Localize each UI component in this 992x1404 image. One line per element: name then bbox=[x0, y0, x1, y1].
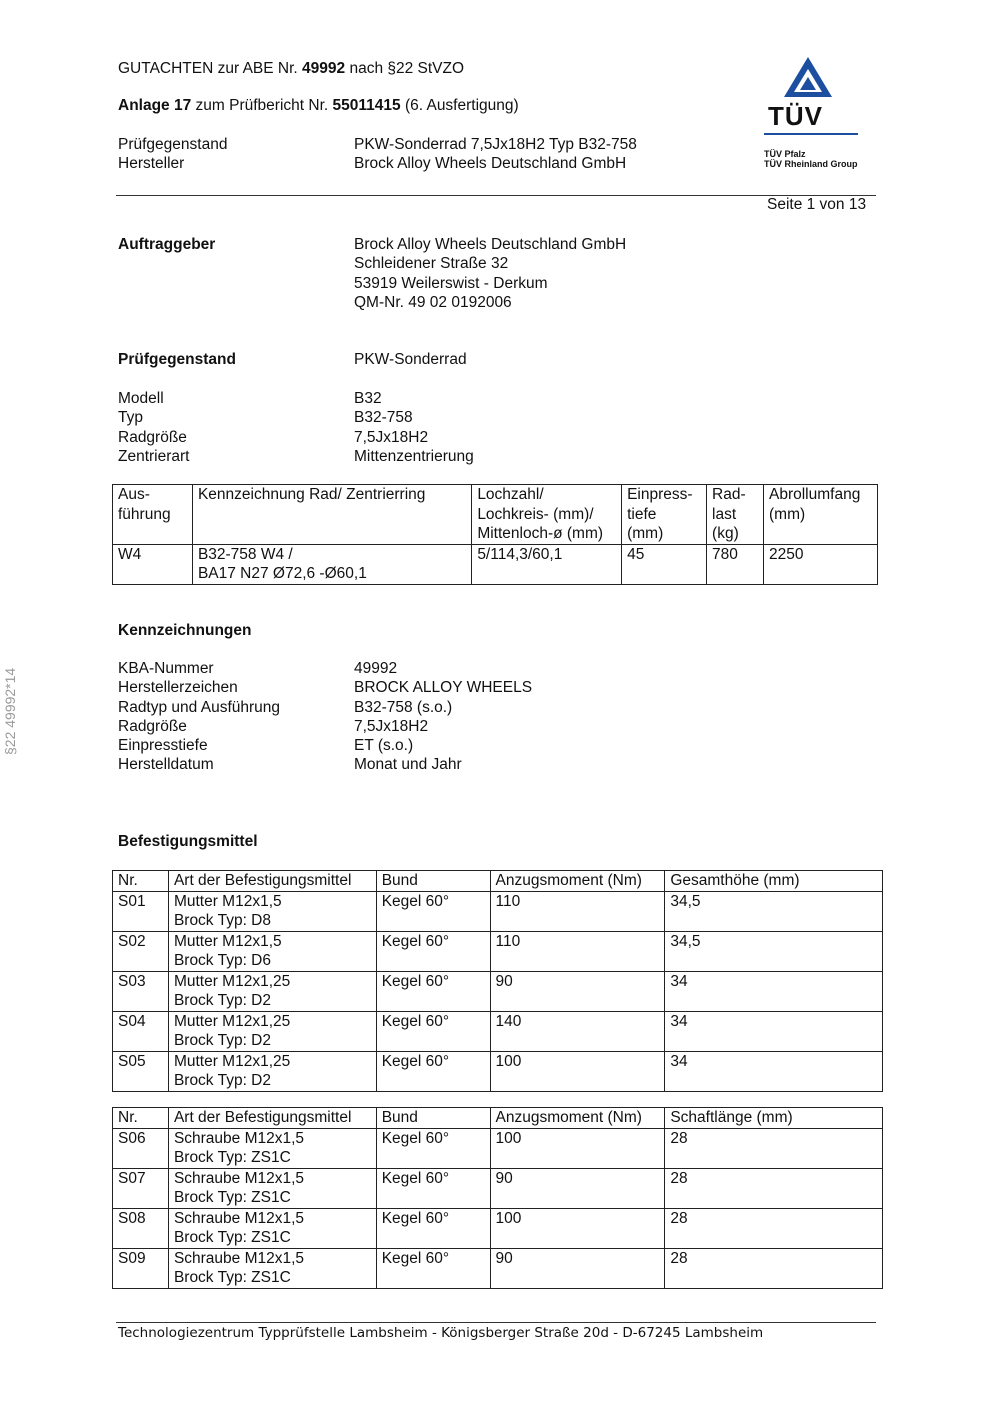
table-cell bbox=[376, 971, 490, 1011]
auftraggeber-address bbox=[354, 235, 626, 312]
kennz-values bbox=[354, 659, 532, 775]
cell-line: S07 bbox=[118, 1169, 146, 1187]
cell-line: Brock Typ: ZS1C bbox=[173, 1149, 291, 1166]
cell-line: Abrollumfang bbox=[769, 486, 861, 503]
table-cell bbox=[490, 1128, 665, 1168]
cell-line: S08 bbox=[118, 1209, 146, 1227]
field-label: Radgröße bbox=[118, 717, 187, 735]
cell-line: Mutter M12x1,25 bbox=[173, 1052, 291, 1070]
cell-line: (kg) bbox=[712, 525, 739, 542]
cell-line: 2250 bbox=[769, 545, 804, 563]
header-cell bbox=[113, 485, 193, 545]
table-cell bbox=[168, 1208, 376, 1248]
header-hersteller-value: Brock Alloy Wheels Deutschland GmbH bbox=[354, 155, 627, 172]
field-label: Herstelldatum bbox=[118, 756, 214, 774]
field-label: Herstellerzeichen bbox=[118, 679, 238, 697]
cell-line: 34 bbox=[670, 1012, 688, 1030]
cell-line: Lochzahl/ bbox=[477, 486, 544, 503]
cell-line: Brock Typ: D2 bbox=[173, 992, 271, 1009]
field-value: 7,5Jx18H2 bbox=[354, 717, 429, 735]
report-number: 55011415 bbox=[332, 97, 401, 114]
table-cell bbox=[113, 931, 169, 971]
field-value: B32 bbox=[354, 390, 382, 407]
auftraggeber-label: Auftraggeber bbox=[118, 236, 216, 253]
table-cell bbox=[168, 1128, 376, 1168]
title-text: GUTACHTEN zur ABE Nr. bbox=[118, 60, 298, 77]
cell-line: 45 bbox=[627, 545, 645, 563]
cell-line: tiefe bbox=[627, 505, 657, 523]
cell-line: Kegel 60° bbox=[381, 1129, 450, 1147]
cell-line: S02 bbox=[118, 932, 146, 950]
cell-line: 90 bbox=[495, 972, 513, 990]
field-label: Radgröße bbox=[118, 428, 187, 446]
table-cell bbox=[665, 971, 883, 1011]
cell-line: 100 bbox=[495, 1209, 522, 1227]
cell-line: Brock Typ: ZS1C bbox=[173, 1229, 291, 1246]
cell-line: Kegel 60° bbox=[381, 1052, 450, 1070]
field-label: Zentrierart bbox=[118, 447, 190, 465]
cell-line: Brock Typ: D2 bbox=[173, 1072, 271, 1089]
cell-line: W4 bbox=[118, 545, 142, 563]
table-cell bbox=[490, 971, 665, 1011]
cell-line: Kegel 60° bbox=[381, 932, 450, 950]
wheel-table bbox=[112, 484, 878, 585]
table-cell bbox=[192, 544, 471, 584]
bolts-table bbox=[112, 1107, 883, 1289]
table-cell bbox=[376, 1248, 490, 1288]
table-cell bbox=[707, 544, 764, 584]
table-cell bbox=[168, 1168, 376, 1208]
table-cell bbox=[376, 1128, 490, 1168]
address-line: Schleidener Straße 32 bbox=[354, 255, 509, 273]
field-value: ET (s.o.) bbox=[354, 737, 414, 755]
table-cell bbox=[168, 1051, 376, 1091]
table-cell bbox=[490, 1011, 665, 1051]
cell-line: führung bbox=[118, 505, 171, 523]
table-cell bbox=[376, 1208, 490, 1248]
table-cell bbox=[472, 544, 622, 584]
table-cell bbox=[665, 1128, 883, 1168]
table-header-row bbox=[113, 871, 883, 892]
table-cell bbox=[490, 891, 665, 931]
table-cell bbox=[113, 544, 193, 584]
table-header-row bbox=[113, 1108, 883, 1129]
kennzeichnungen-title: Kennzeichnungen bbox=[118, 622, 252, 639]
footer-text: Technologiezentrum Typprüfstelle Lambsheim - Königsberger Straße 20d - D-67245 Lambsheim bbox=[118, 1325, 764, 1341]
table-cell bbox=[168, 931, 376, 971]
title-suffix: nach §22 StVZO bbox=[349, 60, 465, 77]
table-cell bbox=[490, 931, 665, 971]
nuts-table bbox=[112, 870, 883, 1092]
header-rule bbox=[116, 195, 876, 196]
table-cell bbox=[113, 891, 169, 931]
tuv-logo bbox=[760, 55, 870, 175]
annex-label: Anlage 17 bbox=[118, 97, 192, 114]
header-cell: Anzugsmoment (Nm) bbox=[490, 1108, 665, 1129]
table-cell bbox=[113, 1051, 169, 1091]
cell-line: Kegel 60° bbox=[381, 1169, 450, 1187]
cell-line: S04 bbox=[118, 1012, 146, 1030]
logo-rule bbox=[764, 133, 858, 135]
cell-line: 90 bbox=[495, 1169, 513, 1187]
table-cell bbox=[764, 544, 878, 584]
table-row bbox=[113, 1128, 883, 1168]
cell-line: Mittenloch-ø (mm) bbox=[477, 525, 604, 542]
cell-line: (mm) bbox=[769, 505, 806, 523]
doc-title bbox=[118, 60, 464, 78]
cell-line: last bbox=[712, 505, 737, 523]
table-cell bbox=[113, 1208, 169, 1248]
cell-line: Kennzeichnung Rad/ Zentrierring bbox=[197, 486, 426, 503]
field-value: 49992 bbox=[354, 660, 398, 677]
cell-line: Brock Typ: ZS1C bbox=[173, 1189, 291, 1206]
field-value: B32-758 bbox=[354, 409, 413, 427]
cell-line: Schraube M12x1,5 bbox=[173, 1129, 305, 1147]
header-cell: Gesamthöhe (mm) bbox=[665, 871, 883, 892]
pruef-values bbox=[354, 389, 474, 466]
table-cell bbox=[376, 1168, 490, 1208]
header-cell bbox=[622, 485, 707, 545]
table-cell bbox=[490, 1208, 665, 1248]
field-label: Modell bbox=[118, 390, 164, 407]
cell-line: S05 bbox=[118, 1052, 146, 1070]
cell-line: 34 bbox=[670, 972, 688, 990]
field-label: Radtyp und Ausführung bbox=[118, 698, 281, 716]
header-cell: Schaftlänge (mm) bbox=[665, 1108, 883, 1129]
cell-line: 28 bbox=[670, 1129, 688, 1147]
table-row bbox=[113, 1011, 883, 1051]
cell-line: B32-758 W4 / bbox=[197, 545, 293, 563]
address-line: Brock Alloy Wheels Deutschland GmbH bbox=[354, 236, 627, 253]
table-cell bbox=[665, 1011, 883, 1051]
page-number: Seite 1 von 13 bbox=[767, 196, 867, 213]
header-cell: Bund bbox=[376, 871, 490, 892]
table-cell bbox=[168, 891, 376, 931]
table-cell bbox=[113, 971, 169, 1011]
cell-line: Einpress- bbox=[627, 486, 693, 503]
table-cell bbox=[490, 1248, 665, 1288]
cell-line: Brock Typ: D2 bbox=[173, 1032, 271, 1049]
table-cell bbox=[168, 971, 376, 1011]
table-row bbox=[113, 544, 878, 584]
cell-line: Brock Typ: D6 bbox=[173, 952, 271, 969]
table-header-row bbox=[113, 485, 878, 545]
table-row bbox=[113, 1051, 883, 1091]
cell-line: Kegel 60° bbox=[381, 1249, 450, 1267]
pruefgegenstand-value: PKW-Sonderrad bbox=[354, 351, 467, 368]
header-cell: Anzugsmoment (Nm) bbox=[490, 871, 665, 892]
cell-line: Lochkreis- (mm)/ bbox=[477, 505, 594, 523]
cell-line: 34 bbox=[670, 1052, 688, 1070]
header-cell: Nr. bbox=[113, 1108, 169, 1129]
pruefgegenstand-label: Prüfgegenstand bbox=[118, 351, 236, 368]
cell-line: Brock Typ: ZS1C bbox=[173, 1269, 291, 1286]
table-cell bbox=[490, 1051, 665, 1091]
header-hersteller-label: Hersteller bbox=[118, 155, 185, 172]
header-cell: Bund bbox=[376, 1108, 490, 1129]
header-cell: Art der Befestigungsmittel bbox=[168, 871, 376, 892]
table-cell bbox=[376, 1011, 490, 1051]
cell-line: S03 bbox=[118, 972, 146, 990]
cell-line: (mm) bbox=[627, 525, 664, 542]
logo-brand: TÜV bbox=[768, 101, 823, 131]
cell-line: 780 bbox=[712, 545, 738, 563]
table-row bbox=[113, 891, 883, 931]
side-note: §22 49992*14 bbox=[2, 667, 18, 755]
cell-line: 110 bbox=[495, 892, 521, 910]
logo-sub2: TÜV Rheinland Group bbox=[764, 159, 858, 169]
cell-line: Kegel 60° bbox=[381, 892, 450, 910]
cell-line: Schraube M12x1,5 bbox=[173, 1169, 305, 1187]
cell-line: Mutter M12x1,25 bbox=[173, 972, 291, 990]
cell-line: Rad- bbox=[712, 486, 746, 503]
table-cell bbox=[113, 1011, 169, 1051]
table-cell bbox=[665, 1208, 883, 1248]
field-value: BROCK ALLOY WHEELS bbox=[354, 679, 533, 697]
cell-line: Kegel 60° bbox=[381, 1012, 450, 1030]
table-cell bbox=[113, 1128, 169, 1168]
pruef-labels bbox=[118, 389, 190, 466]
cell-line: 34,5 bbox=[670, 932, 701, 950]
abe-number: 49992 bbox=[302, 60, 346, 77]
table-row bbox=[113, 1248, 883, 1288]
cell-line: Schraube M12x1,5 bbox=[173, 1209, 305, 1227]
address-line: QM-Nr. 49 02 0192006 bbox=[354, 293, 512, 311]
table-cell bbox=[168, 1248, 376, 1288]
table-cell bbox=[665, 1168, 883, 1208]
table-cell bbox=[168, 1011, 376, 1051]
address-line: 53919 Weilerswist - Derkum bbox=[354, 274, 548, 292]
header-pg-value: PKW-Sonderrad 7,5Jx18H2 Typ B32-758 bbox=[354, 136, 637, 153]
table-cell bbox=[665, 1051, 883, 1091]
table-cell bbox=[490, 1168, 665, 1208]
field-value: 7,5Jx18H2 bbox=[354, 428, 429, 446]
field-value: Monat und Jahr bbox=[354, 756, 462, 774]
field-label: Einpresstiefe bbox=[118, 737, 208, 755]
table-cell bbox=[665, 931, 883, 971]
cell-line: BA17 N27 Ø72,6 -Ø60,1 bbox=[197, 565, 367, 582]
cell-line: Schraube M12x1,5 bbox=[173, 1249, 305, 1267]
cell-line: 34,5 bbox=[670, 892, 701, 910]
cell-line: 100 bbox=[495, 1052, 522, 1070]
cell-line: 28 bbox=[670, 1249, 688, 1267]
header-cell bbox=[764, 485, 878, 545]
edition: (6. Ausfertigung) bbox=[404, 97, 519, 114]
cell-line: Aus- bbox=[118, 486, 150, 503]
field-value: Mittenzentrierung bbox=[354, 447, 474, 465]
header-cell bbox=[707, 485, 764, 545]
field-label: Typ bbox=[118, 409, 143, 427]
kennz-labels bbox=[118, 659, 280, 775]
field-value: B32-758 (s.o.) bbox=[354, 698, 453, 716]
table-cell bbox=[113, 1168, 169, 1208]
field-label: KBA-Nummer bbox=[118, 660, 214, 677]
table-cell bbox=[113, 1248, 169, 1288]
table-cell bbox=[622, 544, 707, 584]
cell-line: Brock Typ: D8 bbox=[173, 912, 271, 929]
cell-line: 28 bbox=[670, 1169, 688, 1187]
cell-line: 28 bbox=[670, 1209, 688, 1227]
cell-line: S09 bbox=[118, 1249, 146, 1267]
table-cell bbox=[665, 891, 883, 931]
cell-line: 100 bbox=[495, 1129, 522, 1147]
table-row bbox=[113, 1168, 883, 1208]
cell-line: 90 bbox=[495, 1249, 513, 1267]
cell-line: 140 bbox=[495, 1012, 522, 1030]
cell-line: Mutter M12x1,5 bbox=[173, 932, 282, 950]
header-cell bbox=[192, 485, 471, 545]
cell-line: Mutter M12x1,5 bbox=[173, 892, 282, 910]
table-cell bbox=[376, 1051, 490, 1091]
header-cell: Nr. bbox=[113, 871, 169, 892]
cell-line: Kegel 60° bbox=[381, 1209, 450, 1227]
header-pg-label: Prüfgegenstand bbox=[118, 136, 228, 153]
table-cell bbox=[665, 1248, 883, 1288]
cell-line: Mutter M12x1,25 bbox=[173, 1012, 291, 1030]
table-row bbox=[113, 1208, 883, 1248]
cell-line: S01 bbox=[118, 892, 146, 910]
report-label: zum Prüfbericht Nr. bbox=[195, 97, 329, 114]
table-cell bbox=[376, 931, 490, 971]
table-row bbox=[113, 971, 883, 1011]
logo-sub1: TÜV Pfalz bbox=[764, 149, 806, 159]
table-row bbox=[113, 931, 883, 971]
cell-line: S06 bbox=[118, 1129, 146, 1147]
footer-rule bbox=[116, 1322, 876, 1323]
cell-line: 110 bbox=[495, 932, 521, 950]
befestigung-title: Befestigungsmittel bbox=[118, 833, 258, 850]
header-cell: Art der Befestigungsmittel bbox=[168, 1108, 376, 1129]
cell-line: 5/114,3/60,1 bbox=[477, 545, 563, 563]
annex-line bbox=[118, 97, 519, 115]
table-cell bbox=[376, 891, 490, 931]
header-cell bbox=[472, 485, 622, 545]
cell-line: Kegel 60° bbox=[381, 972, 450, 990]
